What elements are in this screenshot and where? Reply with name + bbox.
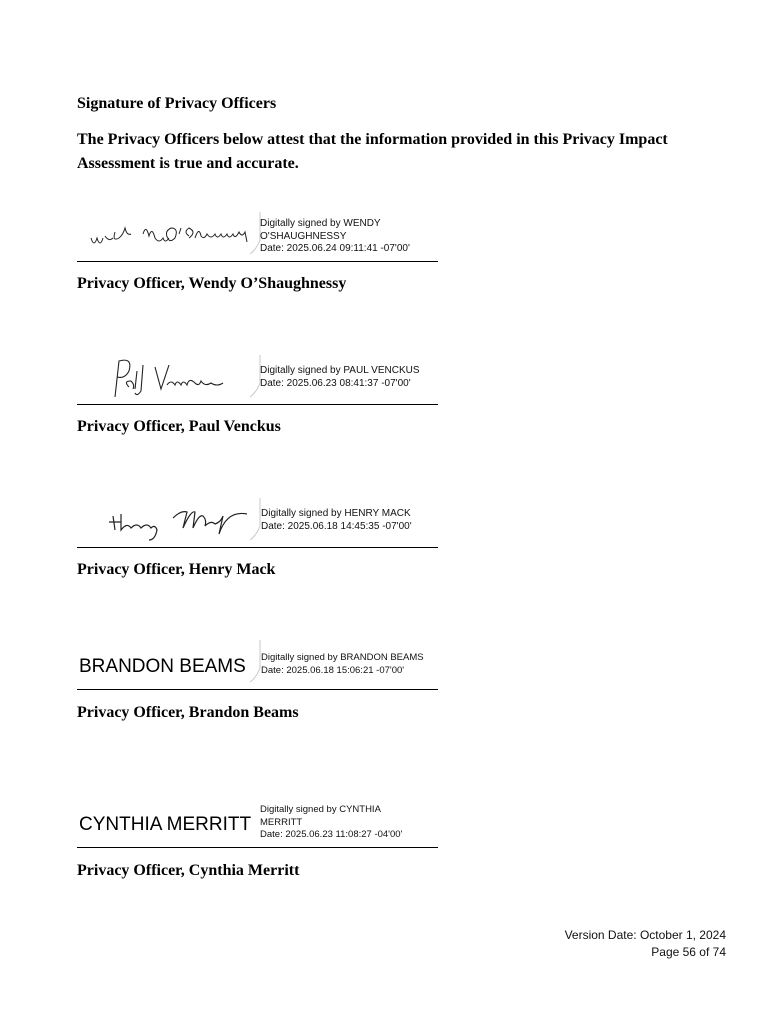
page-number: Page 56 of 74: [651, 945, 726, 959]
digital-signature-mark: [248, 496, 262, 542]
version-date: Version Date: October 1, 2024: [564, 928, 726, 942]
digital-signature-details: Digitally signed by PAUL VENCKUS Date: 2025.06.23 08:41:37 -07'00': [260, 365, 420, 389]
signature-block-brandon[interactable]: [77, 630, 438, 690]
digital-signature-details: Digitally signed by CYNTHIA MERRITT Date: 2025.06.23 11:08:27 -04'00': [260, 804, 403, 840]
signature-block-henry[interactable]: [77, 488, 438, 548]
officer-title-henry: Privacy Officer, Henry Mack: [77, 561, 276, 578]
officer-title-brandon: Privacy Officer, Brandon Beams: [77, 704, 299, 721]
handwritten-signature-wendy: [85, 210, 255, 256]
section-heading: Signature of Privacy Officers: [77, 95, 277, 112]
page-footer: [565, 927, 726, 961]
signature-block-wendy[interactable]: [77, 202, 438, 262]
officer-title-wendy: Privacy Officer, Wendy O’Shaughnessy: [77, 275, 347, 292]
digital-signature-details: Digitally signed by WENDY O'SHAUGHNESSY Date: 2025.06.24 09:11:41 -07'00': [260, 218, 410, 254]
signature-line: [77, 689, 438, 690]
typed-signature-name: CYNTHIA MERRITT: [79, 814, 252, 835]
signature-line: [77, 404, 438, 405]
signature-block-paul[interactable]: [77, 345, 438, 405]
signature-line: [77, 847, 438, 848]
digital-signature-details: Digitally signed by HENRY MACK Date: 2025.06.18 14:45:35 -07'00': [261, 508, 412, 532]
officer-title-cynthia: Privacy Officer, Cynthia Merritt: [77, 862, 300, 879]
digital-signature-details: Digitally signed by BRANDON BEAMS Date: 2025.06.18 15:06:21 -07'00': [261, 652, 424, 676]
typed-signature-name: BRANDON BEAMS: [79, 656, 246, 677]
signature-block-cynthia[interactable]: [77, 788, 438, 848]
attestation-statement: The Privacy Officers below attest that the information provided in this Privacy Impact Assessment is true and accurate.: [77, 131, 668, 172]
signature-line: [77, 547, 438, 548]
officer-title-paul: Privacy Officer, Paul Venckus: [77, 418, 281, 435]
signature-line: [77, 261, 438, 262]
digital-signature-mark: [248, 638, 262, 684]
